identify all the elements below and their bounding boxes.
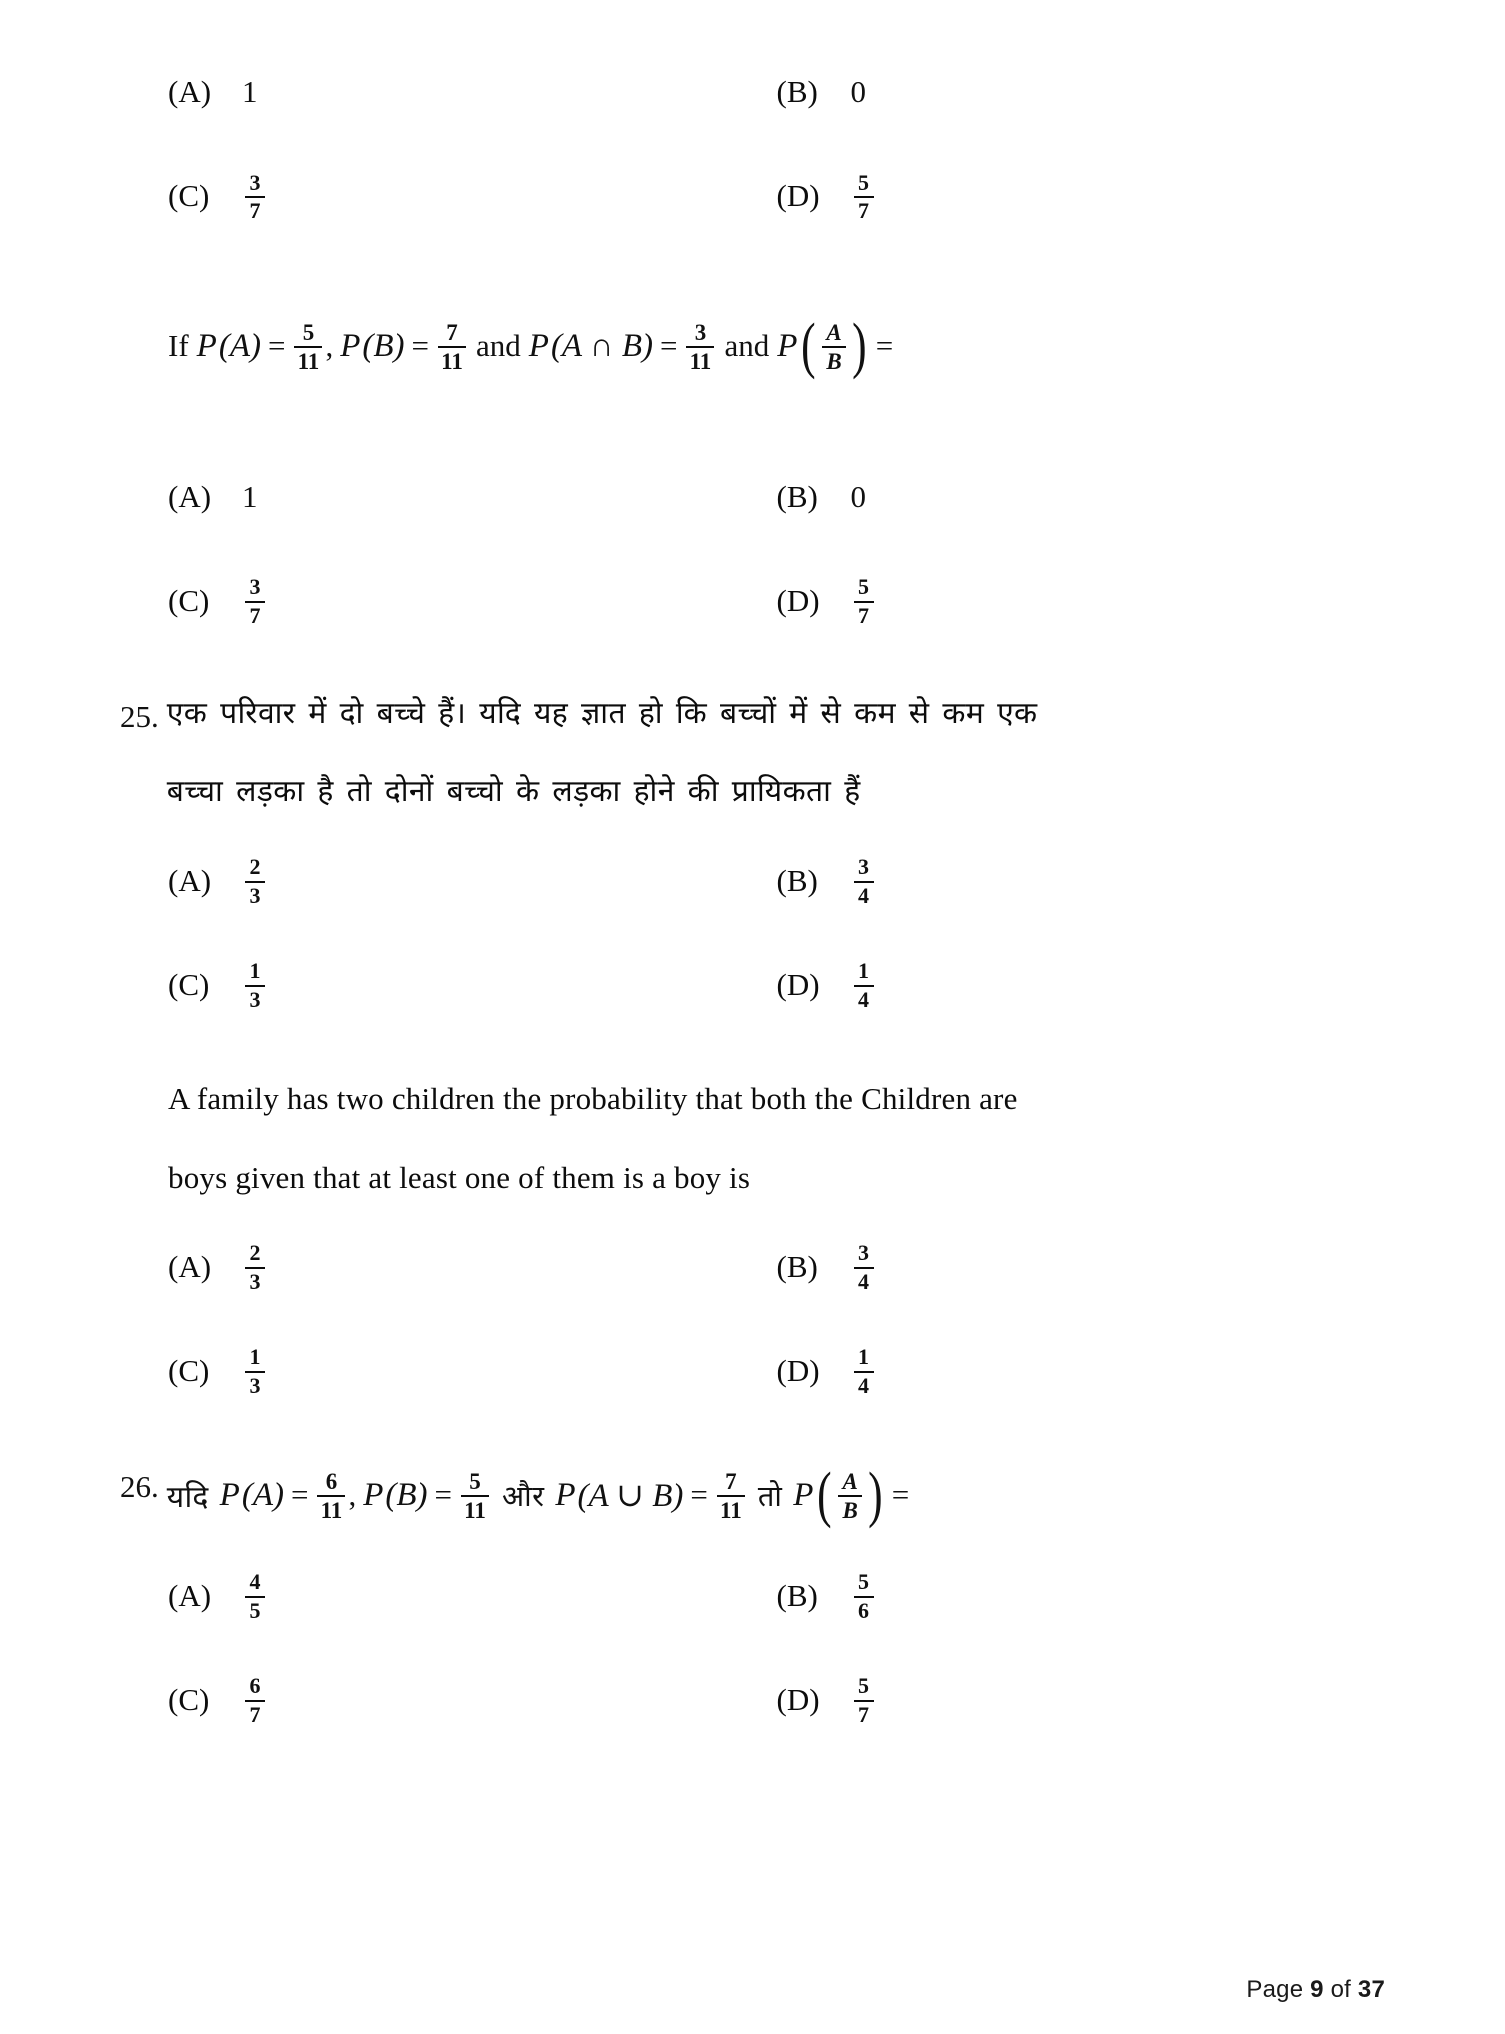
math-arg-a: (A): [241, 1476, 284, 1513]
option-value-a: 1: [242, 74, 258, 109]
footer-middle: of: [1330, 1976, 1352, 2003]
math-symbol-p: P: [363, 1476, 384, 1513]
option-row[interactable]: [777, 1544, 1386, 1648]
conditional-probability-group: [798, 312, 869, 381]
fraction-denominator: 7: [249, 1701, 261, 1727]
fraction: [294, 321, 322, 374]
option-value-b: 0: [850, 74, 866, 109]
option-row[interactable]: [777, 549, 1386, 653]
math-equals: =: [690, 1477, 708, 1513]
fraction: [245, 1346, 265, 1397]
option-value-a: [242, 855, 268, 906]
fraction-denominator: 11: [320, 1498, 343, 1524]
fraction-numerator: 7: [446, 320, 458, 345]
hindi-connector-to: तो: [757, 1480, 783, 1513]
fraction-denominator: 5: [249, 1597, 261, 1623]
fraction-numerator: 1: [249, 1344, 261, 1370]
fraction: [838, 1470, 862, 1523]
option-row[interactable]: [168, 829, 777, 933]
option-row[interactable]: [168, 1319, 777, 1423]
fraction-numerator: 7: [725, 1468, 737, 1494]
fraction-denominator: 11: [689, 349, 712, 375]
options-group-q25-english: [120, 1215, 1385, 1423]
option-label-d: (D): [776, 178, 820, 213]
option-value-d: [851, 1674, 877, 1725]
fraction: [245, 169, 265, 223]
fraction: [317, 1470, 345, 1523]
fraction: [854, 1242, 874, 1293]
fraction-numerator: 3: [249, 574, 261, 600]
option-label-c: (C): [168, 1352, 210, 1388]
fraction-denominator: 7: [249, 198, 261, 223]
fraction-bar: [717, 1495, 745, 1497]
option-row[interactable]: [168, 445, 777, 549]
option-value-b: [851, 1241, 877, 1292]
math-symbol-p: P: [528, 327, 549, 364]
option-row[interactable]: [777, 1648, 1386, 1752]
math-equals: =: [891, 1477, 910, 1513]
question-25-hindi-line-1: एक परिवार में दो बच्चे हैं। यदि यह ज्ञात हो कि बच्चों में से कम से कम एक: [166, 696, 1038, 730]
fraction: [686, 321, 714, 374]
option-label-a: (A): [168, 74, 212, 109]
equation-line: [168, 312, 1385, 381]
left-paren: (: [817, 1461, 833, 1530]
fraction: [461, 1470, 489, 1523]
fraction-numerator: 5: [469, 1468, 481, 1494]
fraction-numerator: 5: [858, 574, 869, 600]
math-arg-a: (A): [218, 327, 261, 364]
option-value-d: [851, 959, 877, 1010]
option-label-d: (D): [776, 582, 820, 618]
math-comma: ,: [348, 1477, 357, 1513]
fraction: [854, 1675, 874, 1726]
fraction: [854, 1571, 874, 1622]
question-25-english-body: [120, 1080, 1385, 1195]
fraction-numerator: 5: [302, 320, 315, 345]
fraction-denominator: 7: [249, 602, 261, 628]
fraction-numerator: 5: [858, 1673, 869, 1699]
option-label-a: (A): [168, 478, 212, 514]
option-label-c: (C): [168, 178, 210, 213]
question-25-hindi-line-2: बच्चा लड़का है तो दोनों बच्चो के लड़का होने की प्रायिकता हैं: [166, 774, 861, 808]
hindi-prefix-yadi: यदि: [166, 1480, 209, 1514]
fraction: [854, 1346, 874, 1397]
math-connector-and: and: [724, 328, 770, 364]
option-value-c: [242, 1674, 268, 1725]
option-label-d: (D): [776, 966, 820, 1002]
math-symbol-p: P: [196, 327, 217, 364]
option-label-a: (A): [168, 862, 212, 898]
fraction: [438, 321, 466, 374]
conditional-probability-group: [814, 1461, 885, 1530]
math-symbol-p: P: [777, 327, 798, 364]
fraction-denominator: 7: [858, 198, 869, 223]
options-group-q24-english: [120, 445, 1385, 653]
math-equals: =: [434, 1477, 452, 1513]
fraction-numerator: 1: [249, 958, 261, 984]
question-25-english-line-2: boys given that at least one of them is a boy is: [168, 1159, 751, 1195]
option-row[interactable]: [777, 1319, 1386, 1423]
fraction-numerator: 6: [325, 1468, 338, 1494]
fraction-denominator: 7: [858, 602, 869, 628]
option-label-c: (C): [168, 966, 210, 1002]
page-footer: [1246, 1976, 1385, 2004]
option-row[interactable]: [168, 1544, 777, 1648]
fraction: [854, 576, 874, 627]
option-value-c: [242, 1345, 268, 1396]
option-row[interactable]: [777, 933, 1386, 1037]
fraction: [245, 1571, 265, 1622]
math-symbol-p: P: [555, 1476, 576, 1513]
fraction-denominator: 11: [297, 349, 320, 375]
footer-total-pages: 37: [1357, 1976, 1385, 2003]
fraction: [717, 1470, 745, 1523]
fraction-denominator: 11: [464, 1498, 486, 1524]
option-label-a: (A): [168, 1577, 212, 1613]
math-equals: =: [875, 328, 894, 364]
fraction-bar: [822, 346, 846, 348]
math-symbol-p: P: [340, 327, 361, 364]
fraction: [245, 960, 265, 1011]
option-value-c: [242, 575, 268, 626]
hindi-connector-aur: और: [502, 1480, 545, 1513]
option-value-a: 1: [242, 478, 258, 514]
option-value-d: [851, 1345, 877, 1396]
option-value-c: [242, 171, 268, 222]
fraction-denominator: 4: [858, 986, 869, 1012]
math-connector-and: and: [476, 328, 521, 364]
option-label-b: (B): [776, 74, 818, 109]
fraction-bar: [838, 1495, 862, 1497]
fraction-numerator: A: [826, 320, 842, 345]
fraction-denominator: 4: [858, 1268, 869, 1294]
fraction-bar: [438, 346, 466, 348]
fraction-numerator: A: [842, 1468, 858, 1494]
math-arg-a-intersect-b: (A ∩ B): [550, 327, 653, 364]
question-26-body: [166, 1461, 1385, 1530]
option-label-b: (B): [776, 1248, 818, 1284]
fraction-numerator: 5: [858, 169, 869, 195]
fraction-numerator: 4: [249, 1569, 261, 1595]
fraction: [245, 576, 265, 627]
fraction-denominator: 4: [858, 1372, 869, 1398]
fraction: [854, 856, 874, 907]
option-row[interactable]: [168, 40, 777, 144]
fraction-numerator: 2: [249, 854, 261, 880]
option-label-b: (B): [776, 478, 818, 514]
math-symbol-p: P: [793, 1476, 814, 1513]
equation-prefix-if: If: [168, 328, 189, 364]
fraction-denominator: 4: [858, 882, 869, 908]
option-row[interactable]: [168, 144, 777, 248]
fraction: [245, 856, 265, 907]
option-label-b: (B): [776, 862, 818, 898]
fraction: [245, 1242, 265, 1293]
math-equals: =: [411, 328, 429, 364]
fraction-numerator: 3: [694, 320, 707, 345]
option-row[interactable]: [777, 445, 1386, 549]
option-row[interactable]: [777, 144, 1386, 248]
fraction-denominator: 3: [249, 986, 261, 1012]
option-label-d: (D): [776, 1681, 820, 1717]
fraction-denominator: 7: [858, 1701, 869, 1727]
fraction-denominator: B: [826, 349, 842, 375]
option-row[interactable]: [168, 933, 777, 1037]
math-equals: =: [267, 328, 286, 364]
math-arg-b: (B): [362, 327, 405, 364]
fraction-bar: [686, 346, 714, 348]
equation-line-q26: [166, 1461, 1385, 1530]
options-group-q26: [120, 1544, 1385, 1752]
option-value-d: [851, 171, 877, 222]
question-25-body: [166, 696, 1385, 808]
left-paren: (: [801, 312, 816, 381]
fraction-bar: [294, 346, 322, 348]
fraction-denominator: 6: [858, 1597, 869, 1623]
fraction-numerator: 3: [858, 854, 869, 880]
option-row[interactable]: [168, 549, 777, 653]
question-26: [120, 1461, 1385, 1530]
equation-statement-q24-english: [120, 312, 1385, 381]
options-group-q25-hindi: [120, 829, 1385, 1037]
option-row[interactable]: [168, 1648, 777, 1752]
option-value-b: [851, 1570, 877, 1621]
question-25: [120, 696, 1385, 808]
fraction-numerator: 2: [249, 1240, 261, 1266]
math-equals: =: [290, 1477, 309, 1513]
fraction-numerator: 3: [249, 169, 261, 195]
option-label-a: (A): [168, 1248, 212, 1284]
math-arg-b: (B): [385, 1476, 428, 1513]
fraction-denominator: 11: [719, 1498, 742, 1524]
question-25-english-line-1: A family has two children the probability that both the Children are: [168, 1080, 1018, 1116]
footer-page-number: 9: [1310, 1976, 1324, 2003]
options-group-q24-hindi: [120, 40, 1385, 248]
fraction: [854, 169, 874, 223]
fraction-denominator: 3: [249, 1372, 261, 1398]
fraction-numerator: 5: [858, 1569, 869, 1595]
fraction-bar: [317, 1495, 345, 1497]
fraction-numerator: 1: [858, 1344, 869, 1370]
option-value-a: [242, 1570, 268, 1621]
math-arg-a-union-b: (A ∪ B): [577, 1478, 684, 1515]
math-equals: =: [659, 328, 678, 364]
question-number-26: 26.: [120, 1468, 159, 1504]
option-label-d: (D): [776, 1352, 820, 1388]
fraction: [822, 321, 846, 374]
fraction: [854, 960, 874, 1011]
footer-prefix: Page: [1246, 1976, 1304, 2003]
option-label-c: (C): [168, 582, 210, 618]
fraction-numerator: 3: [858, 1240, 869, 1266]
math-symbol-p: P: [219, 1476, 240, 1513]
right-paren: ): [868, 1461, 883, 1530]
fraction-denominator: 11: [441, 349, 463, 375]
math-comma: ,: [325, 328, 334, 364]
option-value-b: 0: [850, 478, 866, 514]
fraction-numerator: 6: [249, 1673, 261, 1699]
right-paren: ): [852, 312, 867, 381]
option-value-c: [242, 959, 268, 1010]
fraction: [245, 1675, 265, 1726]
fraction-denominator: 3: [249, 882, 261, 908]
option-value-d: [851, 575, 877, 626]
option-value-a: [242, 1241, 268, 1292]
option-label-b: (B): [776, 1577, 818, 1613]
fraction-bar: [461, 1495, 489, 1497]
option-value-b: [851, 855, 877, 906]
option-row[interactable]: [777, 40, 1386, 144]
fraction-numerator: 1: [858, 958, 869, 984]
question-number-25: 25.: [120, 698, 159, 734]
option-row[interactable]: [777, 1215, 1386, 1319]
fraction-denominator: B: [842, 1498, 858, 1524]
option-label-c: (C): [168, 1681, 210, 1717]
option-row[interactable]: [777, 829, 1386, 933]
fraction-denominator: 3: [249, 1268, 261, 1294]
option-row[interactable]: [168, 1215, 777, 1319]
